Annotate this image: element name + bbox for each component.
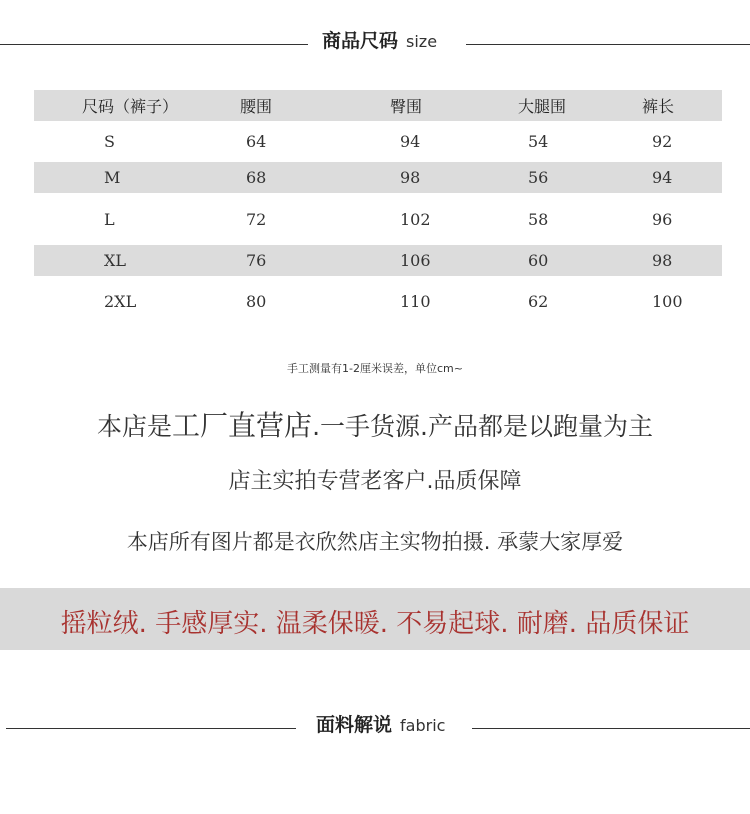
cell-length: 96 bbox=[652, 209, 673, 229]
cell-hip: 106 bbox=[400, 251, 431, 270]
header-size: 尺码（裤子） bbox=[82, 97, 179, 116]
tagline-part1: 本店是 bbox=[97, 412, 173, 441]
header-length: 裤长 bbox=[642, 97, 675, 116]
photo-line: 本店所有图片都是衣欣然店主实物拍摄. 承蒙大家厚爱 bbox=[126, 530, 624, 554]
cell-hip: 110 bbox=[400, 291, 431, 311]
size-section-title bbox=[322, 26, 437, 53]
cell-thigh: 60 bbox=[528, 251, 549, 270]
cell-hip: 98 bbox=[400, 168, 421, 187]
table-row bbox=[34, 162, 722, 193]
cell-size: L bbox=[104, 209, 115, 229]
cell-waist: 76 bbox=[246, 251, 267, 270]
table-row bbox=[34, 121, 722, 162]
header-thigh: 大腿围 bbox=[518, 97, 567, 116]
tagline-part2: 工厂直营店 bbox=[172, 409, 313, 442]
size-title-right-rule bbox=[466, 44, 750, 45]
feature-banner-text: 摇粒绒. 手感厚实. 温柔保暖. 不易起球. 耐磨. 品质保证 bbox=[60, 609, 690, 639]
table-header-row bbox=[34, 90, 722, 121]
cell-hip: 94 bbox=[400, 132, 421, 151]
quality-line: 店主实拍专营老客户.品质保障 bbox=[228, 469, 522, 494]
cell-waist: 68 bbox=[246, 168, 267, 187]
cell-thigh: 62 bbox=[528, 291, 549, 311]
fabric-title-left-rule bbox=[6, 728, 296, 729]
cell-thigh: 56 bbox=[528, 168, 549, 187]
cell-waist: 80 bbox=[246, 291, 267, 311]
cell-size: XL bbox=[104, 251, 127, 270]
cell-length: 94 bbox=[652, 168, 673, 187]
cell-length: 92 bbox=[652, 132, 673, 151]
cell-size: M bbox=[104, 168, 121, 187]
size-title-en: size bbox=[406, 32, 438, 51]
table-row bbox=[34, 276, 722, 326]
tagline-part3: .一手货源.产品都是以跑量为主 bbox=[312, 412, 653, 441]
cell-size: 2XL bbox=[104, 291, 137, 311]
fabric-section-title bbox=[316, 710, 445, 737]
table-row bbox=[34, 193, 722, 245]
cell-thigh: 58 bbox=[528, 209, 549, 229]
size-title-left-rule bbox=[0, 44, 308, 45]
fabric-title-right-rule bbox=[472, 728, 750, 729]
header-waist: 腰围 bbox=[240, 97, 273, 116]
header-hip: 臀围 bbox=[390, 97, 423, 116]
cell-hip: 102 bbox=[400, 209, 431, 229]
cell-length: 100 bbox=[652, 291, 683, 311]
cell-thigh: 54 bbox=[528, 132, 549, 151]
cell-size: S bbox=[104, 132, 115, 151]
measurement-note: 手工测量有1-2厘米误差，单位cm~ bbox=[287, 362, 463, 375]
table-row bbox=[34, 245, 722, 276]
cell-waist: 64 bbox=[246, 132, 267, 151]
cell-length: 98 bbox=[652, 251, 673, 270]
size-title-cn: 商品尺码 bbox=[322, 30, 399, 52]
tagline bbox=[0, 404, 750, 444]
size-table bbox=[34, 90, 722, 326]
cell-waist: 72 bbox=[246, 209, 267, 229]
fabric-title-cn: 面料解说 bbox=[316, 714, 393, 736]
fabric-title-en: fabric bbox=[400, 716, 446, 735]
